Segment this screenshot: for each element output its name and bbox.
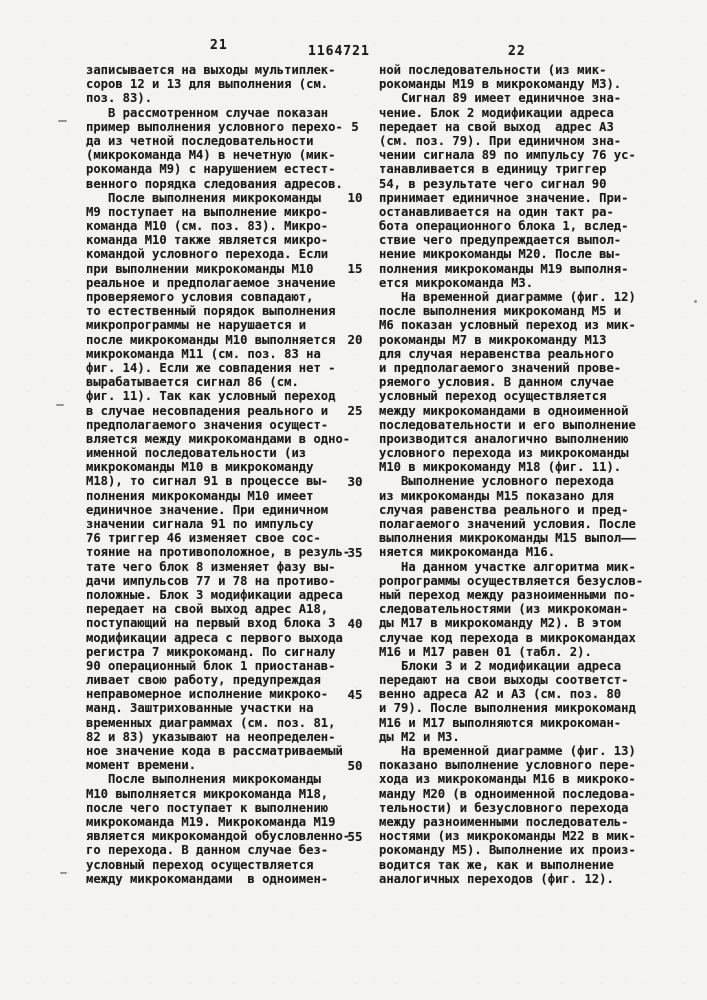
text-line: и 79). После выполнения микрокоманд bbox=[379, 701, 636, 716]
text-line: временных диаграммах (см. поз. 81, bbox=[86, 715, 336, 730]
text-line: няется микрокоманда М16. bbox=[379, 545, 556, 560]
text-line: при выполнении микрокоманды М10 bbox=[86, 261, 314, 276]
text-line: условный переход осуществляется bbox=[86, 857, 314, 872]
text-line: реальное и предполагаемое значение bbox=[86, 275, 336, 290]
text-line: после выполнения микрокоманд М5 и bbox=[379, 304, 622, 319]
text-line: фиг. 14). Если же совпадения нет - bbox=[86, 360, 336, 375]
text-line: предполагаемого значения осущест- bbox=[86, 417, 329, 432]
text-line: (см. поз. 79). При единичном зна- bbox=[379, 133, 622, 148]
text-line: то естественный порядок выполнения bbox=[86, 304, 336, 319]
right-text-column bbox=[379, 63, 665, 886]
gutter-line-number: 5 bbox=[351, 118, 359, 134]
text-line: После выполнения микрокоманды bbox=[86, 772, 321, 787]
text-line: микрокоманда М11 (см. поз. 83 на bbox=[86, 346, 321, 361]
gutter-line-number: 35 bbox=[347, 544, 363, 560]
text-line: ропрограммы осуществляется безуслов- bbox=[379, 573, 644, 588]
text-line: М10 выполняется микрокоманда М18, bbox=[86, 786, 329, 801]
text-line: вляется между микрокомандами в одно- bbox=[86, 431, 351, 446]
text-line: На данном участке алгоритма мик- bbox=[379, 559, 636, 574]
text-line: танавливается в единицу триггер bbox=[379, 162, 607, 177]
text-line: рокоманды М7 в микрокоманду М13 bbox=[379, 332, 607, 347]
text-line: пример выполнения условного перехо- bbox=[86, 119, 343, 134]
text-line: го перехода. В данном случае без- bbox=[86, 843, 329, 858]
text-line: ды М17 в микрокоманду М2). В этом bbox=[379, 616, 622, 631]
gutter-line-number: 15 bbox=[347, 260, 363, 276]
text-line: является микрокомандой обусловленно- bbox=[86, 829, 351, 844]
text-line: микрокоманды М10 в микрокоманду bbox=[86, 460, 314, 475]
text-line: условного перехода из микрокоманды bbox=[379, 446, 629, 461]
text-line: из микрокоманды М15 показано для bbox=[379, 488, 614, 503]
text-line: М16 и М17 выполняются микрокоман- bbox=[379, 715, 622, 730]
text-line: проверяемого условия совпадают, bbox=[86, 290, 314, 304]
text-line: и предполагаемого значений прове- bbox=[379, 360, 622, 375]
text-line: манду М20 (в одноименной последова- bbox=[379, 786, 636, 801]
document-number: 1164721 bbox=[308, 44, 370, 59]
text-line: ствие чего предупреждается выпол- bbox=[379, 233, 622, 248]
text-line: передает на свой выход адрес А18, bbox=[86, 602, 329, 617]
text-line: между разноименными последователь- bbox=[379, 814, 629, 829]
text-line: микрокоманда М19. Микрокоманда М19 bbox=[86, 814, 336, 829]
text-line: да из четной последовательности bbox=[86, 133, 314, 148]
text-line: условный переход осуществляется bbox=[379, 389, 607, 404]
text-line: единичное значение. При единичном bbox=[86, 502, 329, 517]
text-line: рокоманду М5). Выполнение их произ- bbox=[379, 843, 636, 858]
left-text-column bbox=[86, 63, 364, 886]
text-line: Сигнал 89 имеет единичное зна- bbox=[379, 91, 622, 106]
text-line: чение. Блок 2 модификации адреса bbox=[379, 105, 614, 120]
text-line: полнения микрокоманды М10 имеет bbox=[86, 488, 314, 503]
left-page-number: 21 bbox=[210, 38, 228, 53]
text-line: рокоманда М9) с нарушением естест- bbox=[86, 162, 336, 177]
gutter-line-number: 10 bbox=[347, 189, 363, 205]
text-line: 76 триггер 46 изменяет свое сос- bbox=[86, 531, 321, 546]
text-line: бота операционного блока 1, вслед- bbox=[379, 219, 629, 234]
text-line: В рассмотренном случае показан bbox=[86, 105, 329, 120]
text-line: случае код перехода в микрокомандах bbox=[379, 630, 636, 645]
text-line: команда М10 (см. поз. 83). Микро- bbox=[86, 219, 329, 234]
text-line: 82 и 83) указывают на неопределен- bbox=[86, 729, 336, 744]
text-line: неправомерное исполнение микроко- bbox=[86, 687, 329, 702]
scan-artifact bbox=[58, 120, 67, 122]
text-line: ное значение кода в рассматриваемый bbox=[86, 744, 343, 758]
text-line: На временной диаграмме (фиг. 12) bbox=[379, 290, 636, 304]
text-line: После выполнения микрокоманды bbox=[86, 190, 321, 205]
text-line: соров 12 и 13 для выполнения (см. bbox=[86, 77, 329, 92]
text-line: М16 и М17 равен 01 (табл. 2). bbox=[379, 644, 592, 659]
gutter-line-number: 30 bbox=[347, 473, 363, 489]
text-line: последовательности и его выполнение bbox=[379, 417, 636, 432]
text-line: нение микрокоманды М20. После вы- bbox=[379, 247, 622, 262]
text-line: тате чего блок 8 изменяет фазу вы- bbox=[86, 559, 336, 574]
gutter-line-numbers bbox=[338, 63, 372, 901]
text-line: между микрокомандами в одноименной bbox=[379, 403, 629, 418]
text-line: 54, в результате чего сигнал 90 bbox=[379, 176, 607, 191]
text-line: М9 поступает на выполнение микро- bbox=[86, 204, 329, 219]
text-line: тояние на противоположное, в резуль- bbox=[86, 545, 351, 560]
text-line: полагаемого значений условия. После bbox=[379, 517, 636, 531]
text-line: поз. 83). bbox=[86, 91, 153, 106]
text-line: модификации адреса с первого выхода bbox=[86, 630, 343, 645]
text-line: следовательностями (из микрокоман- bbox=[379, 602, 629, 617]
text-line: 90 операционный блок 1 приостанав- bbox=[86, 658, 336, 673]
text-line: положные. Блок 3 модификации адреса bbox=[86, 587, 343, 602]
text-line: для случая неравенства реального bbox=[379, 346, 614, 361]
text-line: (микрокоманда М4) в нечетную (мик- bbox=[86, 148, 336, 163]
text-line: вырабатывается сигнал 86 (см. bbox=[86, 375, 299, 390]
scan-artifact bbox=[60, 872, 67, 874]
text-line: М6 показан условный переход из мик- bbox=[379, 318, 636, 333]
text-line: венного порядка следования адресов. bbox=[86, 176, 343, 191]
text-line: полнения микрокоманды М19 выполня- bbox=[379, 261, 629, 276]
text-line: после микрокоманды М10 выполняется bbox=[86, 332, 336, 347]
text-line: выполнения микрокоманды М15 выпол—— bbox=[379, 531, 636, 546]
text-line: М18), то сигнал 91 в процессе вы- bbox=[86, 474, 329, 489]
gutter-line-number: 25 bbox=[347, 402, 363, 418]
text-line: хода из микрокоманды М16 в микроко- bbox=[379, 772, 636, 787]
text-line: передают на свои выходы соответст- bbox=[379, 673, 629, 688]
text-line: команда М10 также является микро- bbox=[86, 233, 329, 248]
text-line: На временной диаграмме (фиг. 13) bbox=[379, 744, 636, 758]
text-line: поступающий на первый вход блока 3 bbox=[86, 616, 336, 631]
text-line: передает на свой выход адрес А3 bbox=[379, 119, 614, 134]
text-line: ностями (из микрокоманды М22 в мик- bbox=[379, 829, 636, 844]
right-page-number: 22 bbox=[508, 44, 526, 59]
text-line: ливает свою работу, предупреждая bbox=[86, 673, 321, 688]
text-line: значении сигнала 91 по импульсу bbox=[86, 517, 314, 531]
text-line: момент времени. bbox=[86, 758, 197, 773]
gutter-line-number: 55 bbox=[347, 828, 363, 844]
text-line: ряемого условия. В данном случае bbox=[379, 375, 614, 390]
text-line: ется микрокоманда М3. bbox=[379, 275, 534, 290]
text-line: именной последовательности (из bbox=[86, 446, 307, 461]
text-line: записывается на выходы мультиплек- bbox=[86, 63, 336, 77]
text-line: принимает единичное значение. При- bbox=[379, 190, 629, 205]
text-line: регистра 7 микрокоманд. По сигналу bbox=[86, 644, 336, 659]
gutter-line-number: 20 bbox=[347, 331, 363, 347]
gutter-line-number: 50 bbox=[347, 757, 363, 773]
scan-artifact bbox=[694, 300, 697, 303]
text-line: тельности) и безусловного перехода bbox=[379, 800, 629, 815]
text-line: показано выполнение условного пере- bbox=[379, 758, 636, 773]
scan-artifact bbox=[56, 404, 64, 406]
text-line: ной последовательности (из мик- bbox=[379, 63, 607, 77]
text-line: Блоки 3 и 2 модификации адреса bbox=[379, 658, 622, 673]
text-line: ный переход между разноименными по- bbox=[379, 587, 636, 602]
text-line: командой условного перехода. Если bbox=[86, 247, 329, 262]
text-line: ды М2 и М3. bbox=[379, 729, 460, 744]
text-line: дачи импульсов 77 и 78 на противо- bbox=[86, 573, 336, 588]
text-line: фиг. 11). Так как условный переход bbox=[86, 389, 336, 404]
text-line: случая равенства реального и пред- bbox=[379, 502, 629, 517]
text-line: М10 в микрокоманду М18 (фиг. 11). bbox=[379, 460, 622, 475]
text-line: производится аналогично выполнению bbox=[379, 431, 629, 446]
gutter-line-number: 45 bbox=[347, 686, 363, 702]
text-line: чении сигнала 89 по импульсу 76 ус- bbox=[379, 148, 636, 163]
text-line: Выполнение условного перехода bbox=[379, 474, 614, 489]
text-line: в случае несовпадения реального и bbox=[86, 403, 329, 418]
gutter-line-number: 40 bbox=[347, 615, 363, 631]
text-line: останавливается на один такт ра- bbox=[379, 204, 614, 219]
text-line: манд. Заштрихованные участки на bbox=[86, 701, 314, 716]
text-line: рокоманды М19 в микрокоманду М3). bbox=[379, 77, 622, 92]
text-line: венно адреса А2 и А3 (см. поз. 80 bbox=[379, 687, 622, 702]
text-line: аналогичных переходов (фиг. 12). bbox=[379, 871, 614, 886]
text-line: микропрограммы не нарушается и bbox=[86, 318, 307, 333]
text-line: между микрокомандами в одноимен- bbox=[86, 871, 329, 886]
text-line: после чего поступает к выполнению bbox=[86, 800, 329, 815]
text-line: водится так же, как и выполнение bbox=[379, 857, 614, 872]
